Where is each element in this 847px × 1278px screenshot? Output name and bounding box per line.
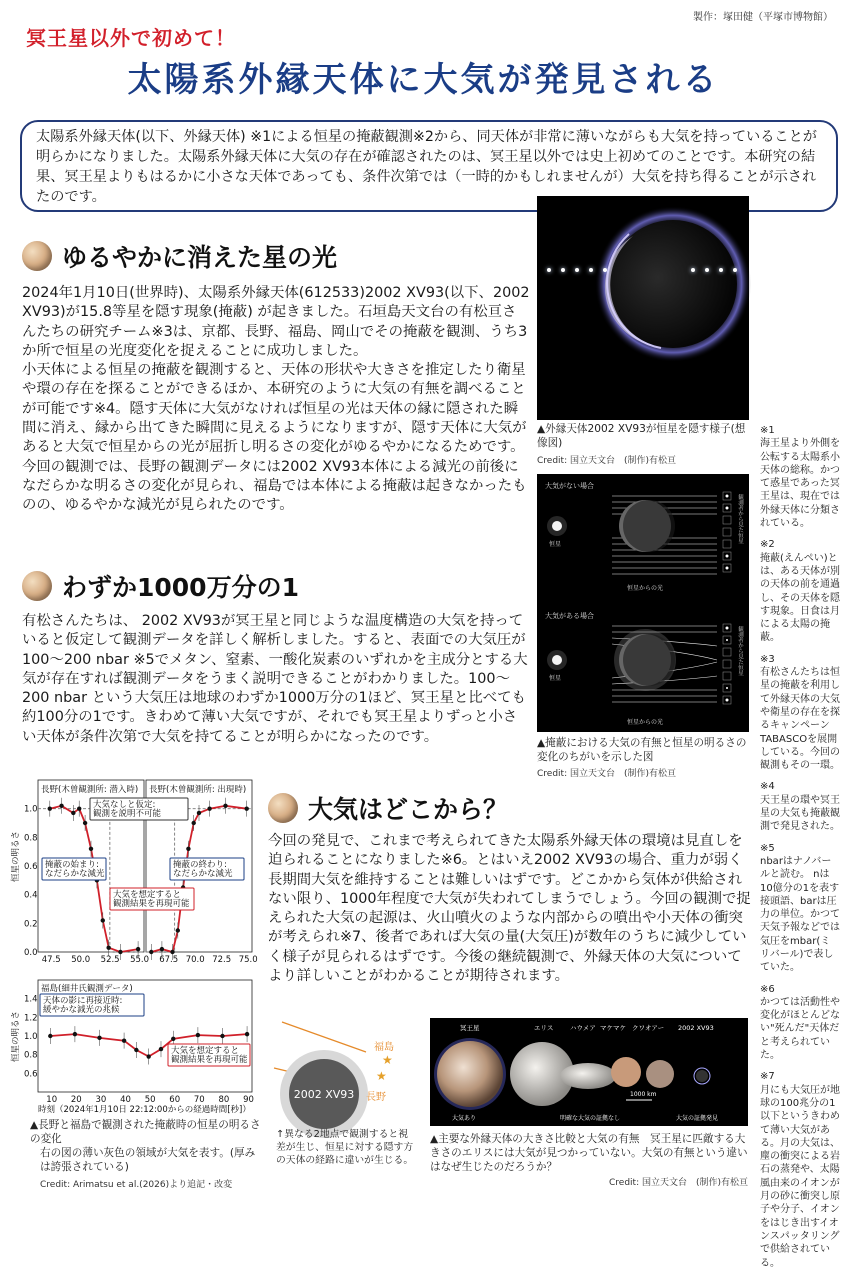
- note-fukushima-text: 緩やかな減光の兆候: [43, 1005, 120, 1015]
- svg-text:1000 km: 1000 km: [630, 1091, 657, 1098]
- footnote-text: かつては活動性や変化がほとんどない"死んだ"天体だと考えられていた。: [760, 996, 840, 1062]
- panel-title-egress: 長野(木曽観測所: 出現時): [149, 785, 247, 795]
- star-icon: ★: [376, 1069, 387, 1083]
- y-tick-label: 0.6: [24, 1069, 38, 1080]
- data-point: [71, 811, 75, 815]
- data-point: [186, 847, 190, 851]
- maker-credit: 製作：塚田健（平塚市博物館）: [693, 12, 833, 23]
- data-point: [171, 1037, 175, 1041]
- atmosphere-diagram: [537, 474, 749, 732]
- data-point: [73, 1032, 77, 1036]
- x-tick-label: 75.0: [238, 955, 258, 965]
- planet-icon: [268, 793, 298, 823]
- planet-icon: [22, 571, 52, 601]
- y-tick-label: 1.0: [24, 1032, 38, 1042]
- note-ingress-text: なだらかな減光: [45, 869, 105, 879]
- section2-p1: 有松さんたちは、 2002 XV93が冥王星と同じような温度構造の大気を持っていると仮定して観測データを詳しく解析しました。すると、表面での大気圧が100～200 nbar ※5でメタン、窒素、一酸化炭素のいずれかを主成分とする大気が存在すれば観測データをうまく説明できることがわかりました。100～200 nbar という大気圧は地球のわずか1000万分の1ほど、冥王星と比べても約100分の1です。きわめて薄い大気ですが、それでも冥王星よりずっと小さい天体が条件次第で大気を持てることが明らかになったのです。: [22, 613, 528, 745]
- x-tick-label: 20: [70, 1095, 82, 1105]
- x-tick-label: 50.0: [71, 955, 91, 965]
- svg-text:エリス: エリス: [534, 1024, 554, 1032]
- x-tick-label: 10: [46, 1095, 58, 1105]
- parallax-diagram: [262, 1018, 412, 1138]
- footnote-mark: ※7: [760, 1071, 775, 1083]
- note-fit-bottom-text: 観測結果を再現可能: [171, 1055, 248, 1065]
- footnote: [760, 1070, 840, 1269]
- data-point: [220, 1034, 224, 1038]
- note-no-atmosphere-text: 観測を説明不可能: [93, 809, 162, 819]
- fig2-credit: Credit: 国立天文台 (制作)有松亘: [537, 769, 676, 779]
- data-point: [149, 950, 153, 954]
- light-curve-chart: [10, 772, 262, 1116]
- size-comparison-svg: [430, 1018, 748, 1126]
- section1-p3: 今回の観測では、長野の観測データには2002 XV93本体による減光の前後になだらかな明るさの変化が見られ、福島では本体による掩蔽は起きなかったものの、ゆるやかな減光が見られたのです。: [22, 458, 527, 514]
- y-tick-label: 1.4: [24, 994, 38, 1005]
- x-tick-label: 30: [95, 1095, 107, 1105]
- section3-heading: [268, 790, 508, 826]
- footnote: [760, 538, 840, 644]
- section1-p1: 2024年1月10日(世界時)、太陽系外縁天体(612533)2002 XV93(以下、2002 XV93)が15.8等星を隠す現象(掩蔽) が起きました。石垣島天文台の有松亘さんたちの研究チーム※3は、京都、長野、福島、岡山でその掩蔽を観測、うち3か所で恒星の光度変化を捉えることに成功しました。: [22, 285, 530, 359]
- y-tick-label: 0.8: [24, 833, 38, 844]
- parallax-caption: ↑異なる2地点で観測すると視差が生じ、恒星に対する隠す方の天体の経路に違いが生じる。: [276, 1129, 414, 1166]
- footnote-mark: ※3: [760, 653, 775, 665]
- x-tick-label: 52.5: [100, 955, 120, 965]
- svg-text:恒星からの光: 恒星からの光: [627, 585, 664, 592]
- footnote-text: nbarはナノバールと読む。 nは10億分の1を表す接頭語、barは圧力の単位。かつて天気予報などでは気圧をmbar(ミリバール)で表していた。: [760, 855, 840, 974]
- footnote-text: 掩蔽(えんぺい)とは、ある天体が別の天体の前を通過し、その天体を隠す現象。日食は月による太陽の掩蔽。: [760, 552, 840, 644]
- x-tick-label: 70: [193, 1095, 205, 1105]
- x-axis-label: 時刻（2024年1月10日 22:12:00からの経過時間[秒]）: [38, 1105, 251, 1115]
- data-point: [146, 1054, 150, 1058]
- section3-body: [268, 832, 752, 986]
- data-point: [136, 947, 140, 951]
- data-point: [77, 806, 81, 810]
- data-point: [192, 821, 196, 825]
- footnote-mark: ※1: [760, 425, 775, 436]
- chart-caption-line2: 右の図の薄い灰色の領域が大気を表す。(厚みは誇張されている): [40, 1147, 256, 1173]
- data-point: [97, 1036, 101, 1040]
- panel-title-ingress: 長野(木曽観測所: 潜入時): [41, 785, 139, 795]
- occultation-illustration: [537, 196, 749, 420]
- note-ingress-text: 掩蔽の始まり:: [45, 860, 99, 870]
- data-point: [106, 946, 110, 950]
- note-fukushima-text: 天体の影に再接近時:: [43, 996, 123, 1006]
- data-point: [196, 1033, 200, 1037]
- svg-text:恒星: 恒星: [549, 541, 562, 548]
- y-tick-label: 1.0: [24, 804, 38, 815]
- y-tick-label: 0.8: [24, 1050, 38, 1061]
- occultation-svg: [537, 196, 749, 420]
- note-fit-top-text: 大気を想定すると: [113, 890, 182, 900]
- x-tick-label: 50: [144, 1095, 156, 1105]
- data-point: [48, 1034, 52, 1038]
- kicker: 冥王星以外で初めて！: [26, 26, 236, 50]
- svg-text:恒星: 恒星: [549, 675, 562, 682]
- size-comparison-image: [430, 1018, 748, 1126]
- data-point: [245, 806, 249, 810]
- svg-text:クワオアー: クワオアー: [632, 1024, 665, 1032]
- svg-text:2002 XV93: 2002 XV93: [678, 1024, 714, 1032]
- x-tick-label: 72.5: [212, 955, 232, 965]
- section2-body: [22, 612, 530, 747]
- svg-text:ハウメア: ハウメア: [570, 1024, 596, 1032]
- footnote-mark: ※5: [760, 842, 775, 854]
- page-title: 太陽系外縁天体に大気が発見される: [127, 60, 720, 100]
- svg-text:観測者から見た恒星: 観測者から見た恒星: [737, 494, 743, 544]
- svg-text:恒星からの光: 恒星からの光: [627, 719, 664, 726]
- data-point: [101, 918, 105, 922]
- label-with-atmosphere: 大気がある場合: [545, 612, 594, 620]
- note-egress-text: 掩蔽の終わり:: [173, 860, 227, 870]
- footnote-text: 海王星より外側を公転する太陽系小天体の総称。かつて惑星であった冥王星は、現在では外縁天体に分類されている。: [760, 438, 840, 530]
- object-label: 2002 XV93: [293, 1088, 355, 1101]
- footnote-mark: ※4: [760, 781, 775, 793]
- section3-p1: 今回の発見で、これまで考えられてきた太陽系外縁天体の環境は見直しを迫られることになりました※6。とはいえ2002 XV93の場合、重力が弱く長期間大気を維持することは難しいはずです。どこかから気体が供給されない限り、1000年程度で大気が失われてしまうでしょう。今回の観測で捉えられた大気の起源は、火山噴火のような内部からの噴出や小天体の衝突が考えられ※7、後者であれば大気の量(大気圧)が数年のうちに減少していく様子が見られるはずです。今後の継続観測で、外縁天体の大気についてより詳しいことがわかることが期待されます。: [268, 833, 751, 985]
- footnote: [760, 424, 840, 530]
- x-tick-label: 40: [120, 1095, 131, 1105]
- svg-text:マケマケ: マケマケ: [600, 1024, 626, 1032]
- data-point: [118, 950, 122, 954]
- note-fit-bottom-text: 大気を想定すると: [171, 1046, 240, 1056]
- fig1-credit: Credit: 国立天文台 (制作)有松亘: [537, 456, 676, 466]
- data-point: [122, 1038, 126, 1042]
- svg-text:長野: 長野: [366, 1092, 386, 1103]
- parallax-svg: [262, 1018, 412, 1138]
- chart-caption-line1: ▲長野と福島で観測された掩蔽時の恒星の明るさの変化: [30, 1119, 261, 1145]
- footnote-text: 月にも大気圧が地球の100兆分の1以下というきわめて薄い大気がある。月の大気は、塵の衝突による岩石の蒸発や、太陽風由来のイオンが月の砂に衝突し原子や分子、イオンをはじき出すイオンスパッタリングで供給されている。: [760, 1084, 840, 1269]
- footnote: [760, 842, 840, 975]
- fig1-caption: [537, 422, 749, 468]
- svg-text:大気の証拠発見: 大気の証拠発見: [676, 1115, 719, 1122]
- x-tick-label: 90: [243, 1095, 254, 1105]
- y-axis-label: 恒星の明るさ: [11, 1010, 21, 1062]
- x-tick-label: 70.0: [185, 955, 205, 965]
- footnote-text: 有松さんたちは恒星の掩蔽を利用して外縁天体の大気や衛星の存在を探るキャンペーンTABASCOを展開している。今回の観測もその一環。: [760, 667, 840, 772]
- section1-p2: 小天体による恒星の掩蔽を観測すると、天体の形状や大きさを推定したり衛星や環の存在を探ることができるほか、本研究のように大気の有無を調べることが可能です※4。隠す天体に大気がなければ恒星の光は天体の縁に隠された瞬間に消え、縁から出てきた瞬間に見えるようになりますが、隠す天体に大気があると大気で恒星からの光が屈折し明るさの変化がゆるやかになるためです。: [22, 362, 527, 456]
- planet-icon: [22, 241, 52, 271]
- data-point: [160, 947, 164, 951]
- svg-text:明確な大気の証拠なし: 明確な大気の証拠なし: [560, 1115, 621, 1122]
- x-tick-label: 67.5: [159, 955, 179, 965]
- data-point: [89, 847, 93, 851]
- fig3-caption: [430, 1132, 748, 1190]
- y-tick-label: 0.2: [24, 919, 38, 930]
- svg-text:大気あり: 大気あり: [452, 1115, 477, 1122]
- y-tick-label: 1.2: [24, 1013, 38, 1024]
- chart-credit: Credit: Arimatsu et al.(2026)より追記・改変: [40, 1180, 233, 1190]
- light-curve-svg: [10, 772, 262, 1116]
- section3-title: 大気はどこから？: [308, 795, 509, 824]
- data-point: [223, 804, 227, 808]
- intro-text: 太陽系外縁天体(以下、外縁天体) ※1による恒星の掩蔽観測※2から、同天体が非常に薄いながらも大気を持っていることが明らかになりました。太陽系外縁天体に大気の存在が確認されたのは、冥王星以外では史上初めてのことです。本研究の結果、冥王星よりもはるかに小さな天体であっても、条件次第では（一時的かもしれませんが）大気を持ち得ることが示されたのです。: [36, 129, 817, 205]
- footnote-mark: ※6: [760, 983, 775, 995]
- data-point: [176, 928, 180, 932]
- fig3-caption-text: ▲主要な外縁天体の大きさ比較と大気の有無 冥王星に匹敵する大きさのエリスには大気が見つかっていない。大気の有無という違いはなぜ生じたのだろうか？: [430, 1133, 748, 1173]
- y-tick-label: 0.0: [24, 948, 38, 958]
- data-point: [83, 821, 87, 825]
- svg-text:冥王星: 冥王星: [460, 1024, 480, 1032]
- fig2-caption: [537, 736, 749, 781]
- section1-title: ゆるやかに消えた星の光: [62, 243, 338, 272]
- svg-text:観測者から見た恒星: 観測者から見た恒星: [737, 626, 743, 676]
- note-egress-text: なだらかな減光: [173, 869, 233, 879]
- y-tick-label: 0.4: [24, 890, 38, 901]
- data-point: [207, 806, 211, 810]
- footnote: [760, 983, 840, 1063]
- chart-caption: [30, 1118, 262, 1192]
- data-point: [170, 950, 174, 954]
- data-point: [197, 811, 201, 815]
- fig1-caption-text: ▲外縁天体2002 XV93が恒星を隠す様子(想像図): [537, 423, 746, 449]
- section1-body: [22, 284, 530, 516]
- data-point: [245, 1032, 249, 1036]
- footnote-mark: ※2: [760, 539, 775, 551]
- x-tick-label: 60: [169, 1095, 181, 1105]
- section2-heading: [22, 568, 299, 604]
- x-tick-label: 55.0: [130, 955, 150, 965]
- section1-heading: [22, 238, 337, 274]
- fig3-credit: Credit: 国立天文台 (制作)有松亘: [609, 1178, 748, 1188]
- svg-text:福島: 福島: [374, 1042, 394, 1053]
- footnote: [760, 780, 840, 833]
- panel-title-fukushima: 福島(細井氏観測データ): [41, 984, 133, 994]
- star-icon: ★: [382, 1053, 393, 1067]
- note-fit-top-text: 観測結果を再現可能: [113, 899, 190, 909]
- footnote: [760, 653, 840, 773]
- x-tick-label: 47.5: [41, 955, 61, 965]
- data-point: [59, 804, 63, 808]
- y-axis-label: 恒星の明るさ: [11, 830, 21, 882]
- atmosphere-svg: [537, 474, 749, 732]
- section2-title: わずか1000万分の1: [62, 573, 299, 602]
- footnote-text: 天王星の環や冥王星の大気も掩蔽観測で発見された。: [760, 794, 840, 833]
- x-tick-label: 80: [218, 1095, 230, 1105]
- data-point: [134, 1048, 138, 1052]
- label-no-atmosphere: 大気がない場合: [545, 482, 594, 490]
- data-point: [48, 806, 52, 810]
- data-point: [159, 1047, 163, 1051]
- notes-column: [760, 424, 840, 1278]
- fig2-caption-text: ▲掩蔽における大気の有無と恒星の明るさの変化のちがいを示した図: [537, 737, 747, 763]
- note-no-atmosphere-text: 大気なしと仮定:: [93, 800, 156, 810]
- y-tick-label: 0.6: [24, 862, 38, 872]
